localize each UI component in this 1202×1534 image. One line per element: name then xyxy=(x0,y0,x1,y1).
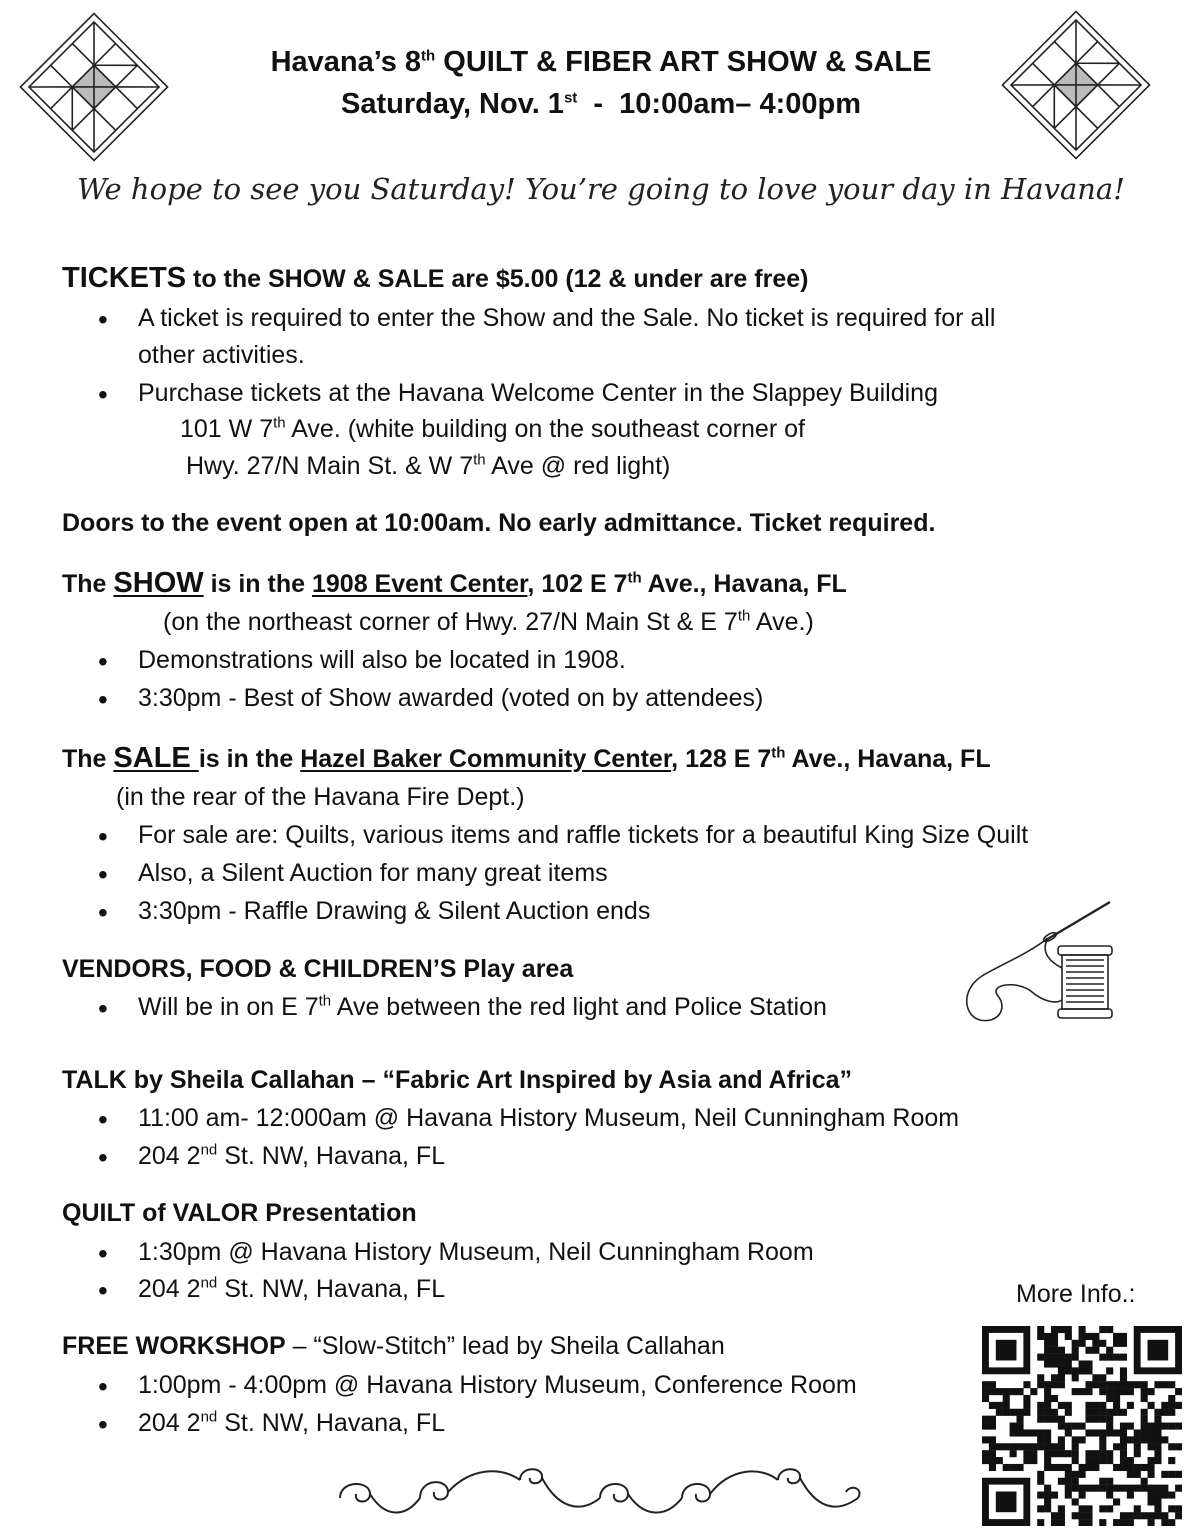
bullet-icon: • xyxy=(98,993,108,1024)
bullet-icon: • xyxy=(98,1104,108,1135)
bullet-icon: • xyxy=(98,379,108,410)
vendors-item-1: Will be in on E 7th Ave between the red light and Police Station xyxy=(138,992,827,1021)
bullet-icon: • xyxy=(98,821,108,852)
bullet-icon: • xyxy=(98,859,108,890)
bullet-icon: • xyxy=(98,304,108,335)
bullet-icon: • xyxy=(98,1142,108,1173)
workshop-item-1: 1:00pm - 4:00pm @ Havana History Museum, Conference Room xyxy=(138,1371,857,1399)
sale-heading: The SALE is in the Hazel Baker Community Center, 128 E 7th Ave., Havana, FL xyxy=(62,742,991,774)
bullet-icon: • xyxy=(98,1275,108,1306)
sale-item-3: 3:30pm - Raffle Drawing & Silent Auction ends xyxy=(138,897,651,925)
valor-item-1: 1:30pm @ Havana History Museum, Neil Cunningham Room xyxy=(138,1238,814,1266)
tickets-item-1-line-1: A ticket is required to enter the Show and the Sale. No ticket is required for all xyxy=(138,304,996,332)
talk-heading: TALK by Sheila Callahan – “Fabric Art Inspired by Asia and Africa” xyxy=(62,1066,853,1094)
qr-code-icon[interactable] xyxy=(982,1326,1182,1526)
tickets-item-2-line-1: Purchase tickets at the Havana Welcome Center in the Slappey Building xyxy=(138,379,938,407)
more-info-label: More Info.: xyxy=(1016,1280,1136,1308)
workshop-heading: FREE WORKSHOP – “Slow-Stitch” lead by Sheila Callahan xyxy=(62,1332,725,1360)
doors-notice: Doors to the event open at 10:00am. No early admittance. Ticket required. xyxy=(62,509,936,537)
needle-thread-spool-icon xyxy=(958,896,1120,1038)
bullet-icon: • xyxy=(98,646,108,677)
workshop-item-2: 204 2nd St. NW, Havana, FL xyxy=(138,1408,446,1437)
show-heading: The SHOW is in the 1908 Event Center, 102 E 7th Ave., Havana, FL xyxy=(62,567,847,599)
tagline: We hope to see you Saturday! You’re going to love your day in Havana! xyxy=(77,172,1125,206)
show-location-note: (on the northeast corner of Hwy. 27/N Main St & E 7th Ave.) xyxy=(163,607,814,636)
talk-item-1: 11:00 am- 12:000am @ Havana History Museum, Neil Cunningham Room xyxy=(138,1104,960,1132)
swirl-flourish-icon xyxy=(330,1458,870,1528)
bullet-icon: • xyxy=(98,684,108,715)
show-item-1: Demonstrations will also be located in 1908. xyxy=(138,646,626,674)
tickets-item-2-line-2: 101 W 7th Ave. (white building on the southeast corner of xyxy=(180,414,805,443)
quilt-block-left-icon xyxy=(14,12,174,162)
show-item-2: 3:30pm - Best of Show awarded (voted on by attendees) xyxy=(138,684,764,712)
event-date: Saturday, Nov. 1st - 10:00am– 4:00pm xyxy=(341,88,861,120)
bullet-icon: • xyxy=(98,1371,108,1402)
bullet-icon: • xyxy=(98,1238,108,1269)
sale-item-2: Also, a Silent Auction for many great items xyxy=(138,859,608,887)
valor-heading: QUILT of VALOR Presentation xyxy=(62,1199,417,1227)
valor-item-2: 204 2nd St. NW, Havana, FL xyxy=(138,1274,446,1303)
tickets-heading: TICKETS to the SHOW & SALE are $5.00 (12 & under are free) xyxy=(62,262,809,294)
bullet-icon: • xyxy=(98,1409,108,1440)
tickets-item-1-line-2: other activities. xyxy=(138,341,305,369)
sale-item-1: For sale are: Quilts, various items and raffle tickets for a beautiful King Size Quilt xyxy=(138,821,1029,849)
talk-item-2: 204 2nd St. NW, Havana, FL xyxy=(138,1141,446,1170)
tickets-item-2-line-3: Hwy. 27/N Main St. & W 7th Ave @ red light) xyxy=(186,451,671,480)
quilt-block-right-icon xyxy=(996,10,1156,160)
bullet-icon: • xyxy=(98,897,108,928)
sale-location-note: (in the rear of the Havana Fire Dept.) xyxy=(116,783,525,811)
event-title: Havana’s 8th QUILT & FIBER ART SHOW & SALE xyxy=(270,46,932,78)
vendors-heading: VENDORS, FOOD & CHILDREN’S Play area xyxy=(62,955,574,983)
